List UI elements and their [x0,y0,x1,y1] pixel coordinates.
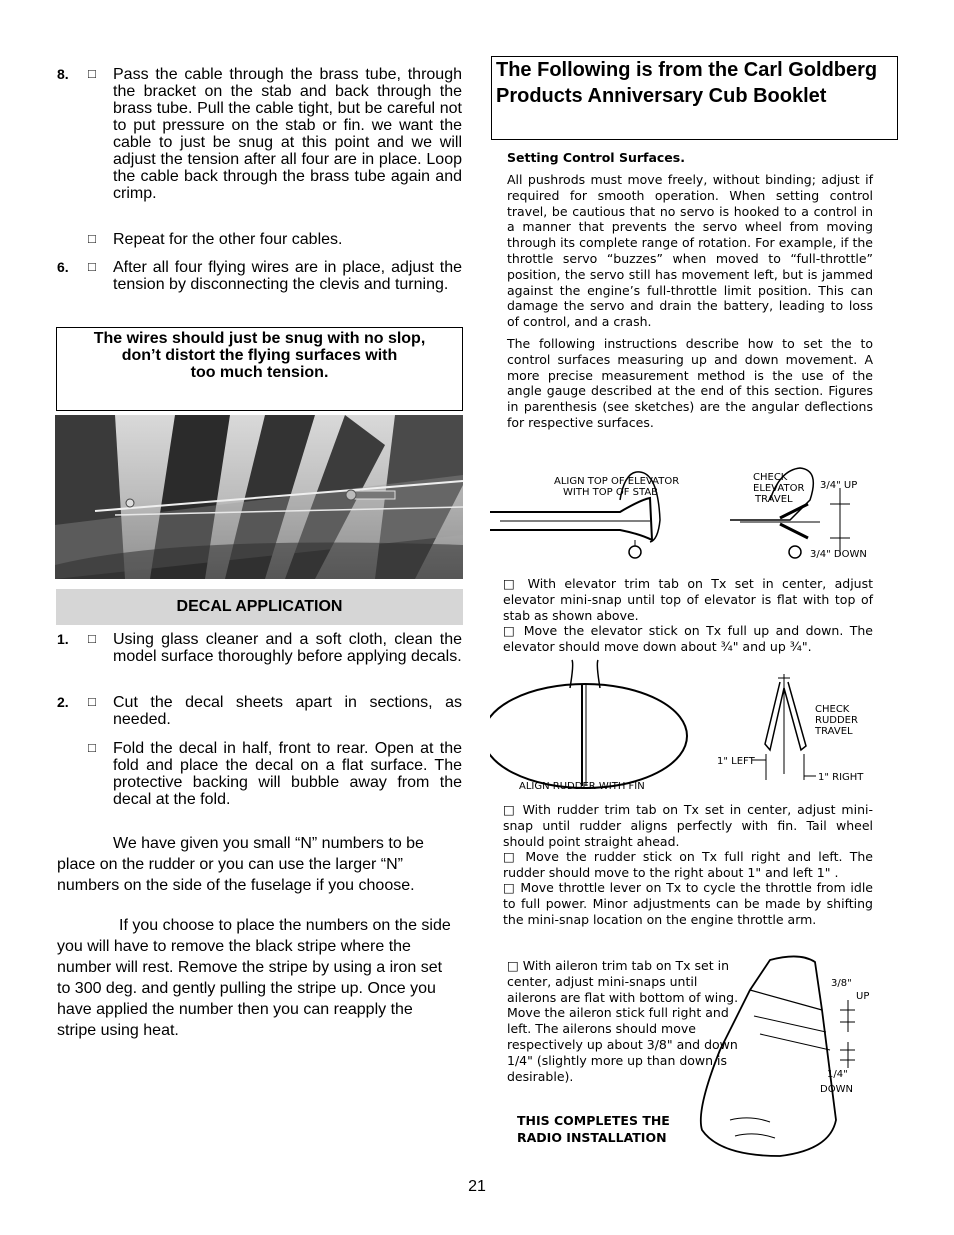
decal-step-2 [57,694,462,728]
check-rudder-line-3: TRAVEL [815,726,853,737]
elevator-instruction-2: □ Move the elevator stick on Tx full up and down. The elevator should move down about ¾" and up ¾". [503,623,873,654]
checkbox[interactable]: □ [88,694,96,709]
step-text: Repeat for the other four cables. [113,231,343,248]
checkbox[interactable]: □ [88,231,96,246]
title-text: The Following is from the Carl Goldberg Products Anniversary Cub Booklet [496,59,878,107]
rudder-right-label: 1" RIGHT [818,772,864,783]
completes-line-1: THIS COMPLETES THE [517,1113,670,1128]
align-rudder-label: ALIGN RUDDER WITH FIN [519,781,645,792]
decal-step-fold [57,740,462,808]
rudder-left-label: 1" LEFT [717,756,755,767]
step-text: Fold the decal in half, front to rear. Open at the fold and place the decal on a flat surface. The protective backing will bubble away from the decal at the fold. [113,740,462,808]
check-elevator-line-2: ELEVATOR [753,483,805,494]
step-number: 6. [57,259,69,275]
step-text: Cut the decal sheets apart in sections, as needed. [113,694,462,728]
decal-application-heading: DECAL APPLICATION [56,589,463,625]
elevator-up-label: 3/4" UP [820,480,858,491]
aileron-down-value: 1/4" [827,1069,848,1080]
aileron-instruction: □ With aileron trim tab on Tx set in center, adjust mini-snaps until ailerons are flat with bottom of wing. Move the aileron stick full right and left. The ailerons should move respectively up about 3/8" and down 1/4" (slightly more up than down is desirable). [507,958,739,1084]
note-line-3: too much tension. [190,364,329,381]
intro-paragraph-1: All pushrods must move freely, without binding; adjust if required for smooth operation. When setting control travel, be cautious that no servo is hooked to a control in a manner that prevents the servo wheel from moving through its complete range of rotation. For example, if the throttle servo “buzzes” when moved to “full-throttle” position, the servo still has movement left, but is jammed against the engine’s full-throttle limit position. This can damage the servo and drain the battery, leading to loss of control, and a crash. [507,172,873,330]
throttle-instruction: □ Move throttle lever on Tx to cycle the throttle from idle to full power. Minor adjustments can be made by shifting the mini-snap location on the engine throttle arm. [503,880,873,927]
intro-paragraph-2: The following instructions describe how to set the to control surfaces measuring up and down movement. A more precise measurement method is the use of the angle gauge described at the end of this section. Figures in parenthesis (see sketches) are the angular deflections for respective surfaces. [507,336,873,430]
check-rudder-line-1: CHECK [815,704,850,715]
step-text: Using glass cleaner and a soft cloth, clean the model surface thoroughly before applying decals. [113,631,462,665]
setting-control-surfaces-heading: Setting Control Surfaces. [507,150,685,165]
step-6 [57,259,462,293]
check-rudder-line-2: RUDDER [815,715,858,726]
note-line-2: don’t distort the flying surfaces with [121,347,398,364]
align-top-label-line-2: WITH TOP OF STAB [563,487,659,498]
tail-wires-photo [55,415,463,579]
rudder-instruction-1: □ With rudder trim tab on Tx set in center, adjust mini-snap until rudder aligns perfectly with fin. Tail wheel should point straight ahead. [503,802,873,849]
check-elevator-line-3: TRAVEL [755,494,793,505]
elevator-instruction-1: □ With elevator trim tab on Tx set in center, adjust elevator mini-snap until top of elevator is flat with top of stab as shown above. [503,576,873,623]
elevator-down-label: 3/4" DOWN [810,549,867,560]
step-number: 2. [57,694,69,710]
step-number: 8. [57,66,69,82]
checkbox[interactable]: □ [88,259,96,274]
completes-line-2: RADIO INSTALLATION [517,1130,667,1145]
step-repeat [57,231,462,248]
step-number: 1. [57,631,69,647]
tension-note [56,327,463,411]
checkbox[interactable]: □ [88,740,96,755]
stripe-paragraph: If you choose to place the numbers on the side you will have to remove the black stripe where the number will rest. Remove the stripe by using a iron set to 300 deg. and gently pulling the stripe up. Once you have applied the number then you can reapply the stripe using heat. [57,917,451,1039]
align-top-label-line-1: ALIGN TOP OF ELEVATOR [554,476,680,487]
aileron-up-label: UP [856,991,870,1002]
step-text: Pass the cable through the brass tube, through the bracket on the stab and back through the brass tube. Pull the cable tight, but be careful not to put pressure on the stab or fin. we want the cable to just be snug at this point and we will adjust the tension after all four are in place. Loop the cable back through the brass tube again and crimp. [113,66,462,202]
step-text: After all four flying wires are in place, adjust the tension by disconnecting the clevis and turning. [113,259,462,293]
checkbox[interactable]: □ [88,66,96,81]
aileron-up-value: 3/8" [831,978,852,989]
checkbox[interactable]: □ [88,631,96,646]
decal-step-1 [57,631,462,665]
check-elevator-line-1: CHECK [753,472,788,483]
page-number: 21 [468,1178,486,1195]
rudder-instruction-2: □ Move the rudder stick on Tx full right and left. The rudder should move to the right about 1" and left 1" . [503,849,873,880]
n-numbers-paragraph: We have given you small “N” numbers to be place on the rudder or you can use the larger “N” numbers on the side of the fuselage if you choose. [57,835,424,894]
aileron-down-label: DOWN [820,1084,853,1095]
note-line-1: The wires should just be snug with no slop, [93,330,426,347]
step-8 [57,66,462,202]
goldberg-title-box [491,56,898,140]
